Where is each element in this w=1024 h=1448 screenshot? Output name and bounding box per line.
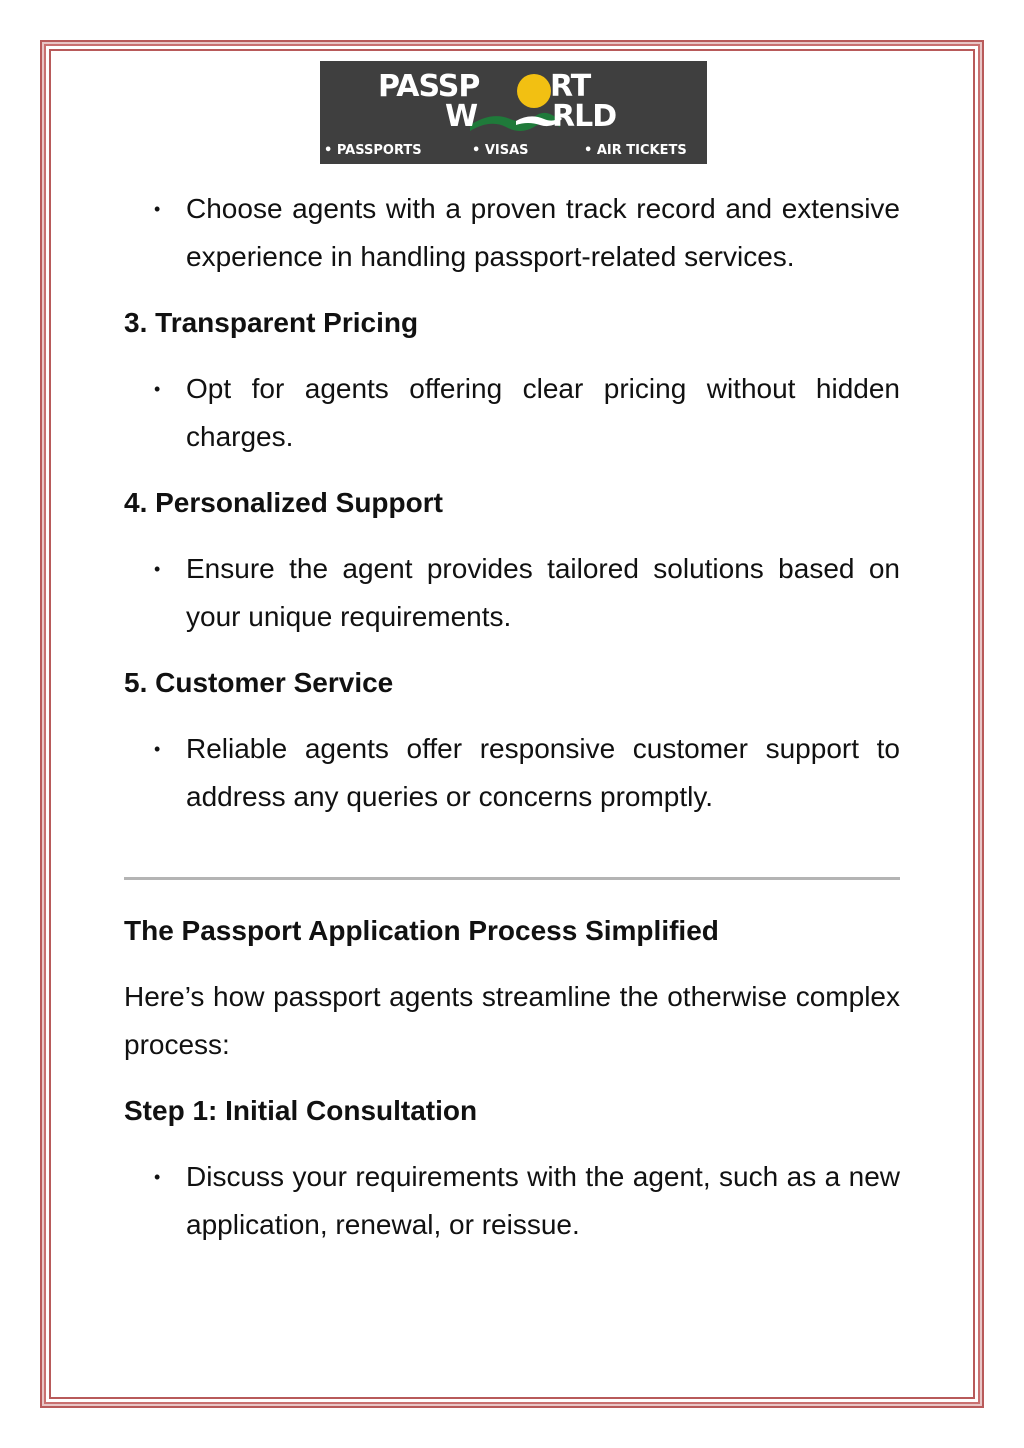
logo-word-passp: PASSP: [378, 69, 480, 104]
section-heading: 3. Transparent Pricing: [124, 307, 419, 338]
bullet-text: Ensure the agent provides tailored solutions based on your unique requirements.: [186, 553, 900, 632]
bullet-icon: •: [154, 1167, 161, 1187]
bullet-item: [124, 1153, 900, 1249]
bullet-text: Opt for agents offering clear pricing without hidden charges.: [186, 373, 900, 452]
bullet-text: Choose agents with a proven track record and extensive experience in handling passport-related services.: [186, 193, 900, 272]
bullet-icon: •: [154, 739, 161, 759]
section-heading: 4. Personalized Support: [124, 487, 443, 518]
bullet-item: [124, 545, 900, 641]
logo-word-rld: RLD: [552, 99, 617, 134]
section-divider: [124, 877, 900, 880]
intro-paragraph: Here’s how passport agents streamline the otherwise complex process:: [124, 981, 900, 1060]
section-heading: 5. Customer Service: [124, 667, 394, 698]
logo-tag-visas: • VISAS: [472, 143, 529, 158]
bullet-text: Discuss your requirements with the agent, such as a new application, renewal, or reissue.: [186, 1161, 900, 1240]
logo-tag-passports: • PASSPORTS: [324, 143, 422, 158]
section-heading: The Passport Application Process Simplified: [124, 915, 719, 946]
document-body: [124, 180, 900, 1249]
passport-world-logo: [320, 61, 707, 164]
logo-tag-air-tickets: • AIR TICKETS: [584, 143, 687, 158]
logo-tagline: [320, 141, 707, 161]
bullet-icon: •: [154, 379, 161, 399]
bullet-item: [124, 185, 900, 281]
logo-sun-icon: [517, 74, 551, 108]
bullet-icon: •: [154, 559, 161, 579]
bullet-text: Reliable agents offer responsive customer support to address any queries or concerns promptly.: [186, 733, 900, 812]
bullet-item: [124, 725, 900, 821]
bullet-icon: •: [154, 199, 161, 219]
step-heading: Step 1: Initial Consultation: [124, 1095, 478, 1126]
bullet-item: [124, 365, 900, 461]
logo-word-rt: RT: [550, 69, 591, 104]
logo-word-w: W: [445, 99, 478, 134]
